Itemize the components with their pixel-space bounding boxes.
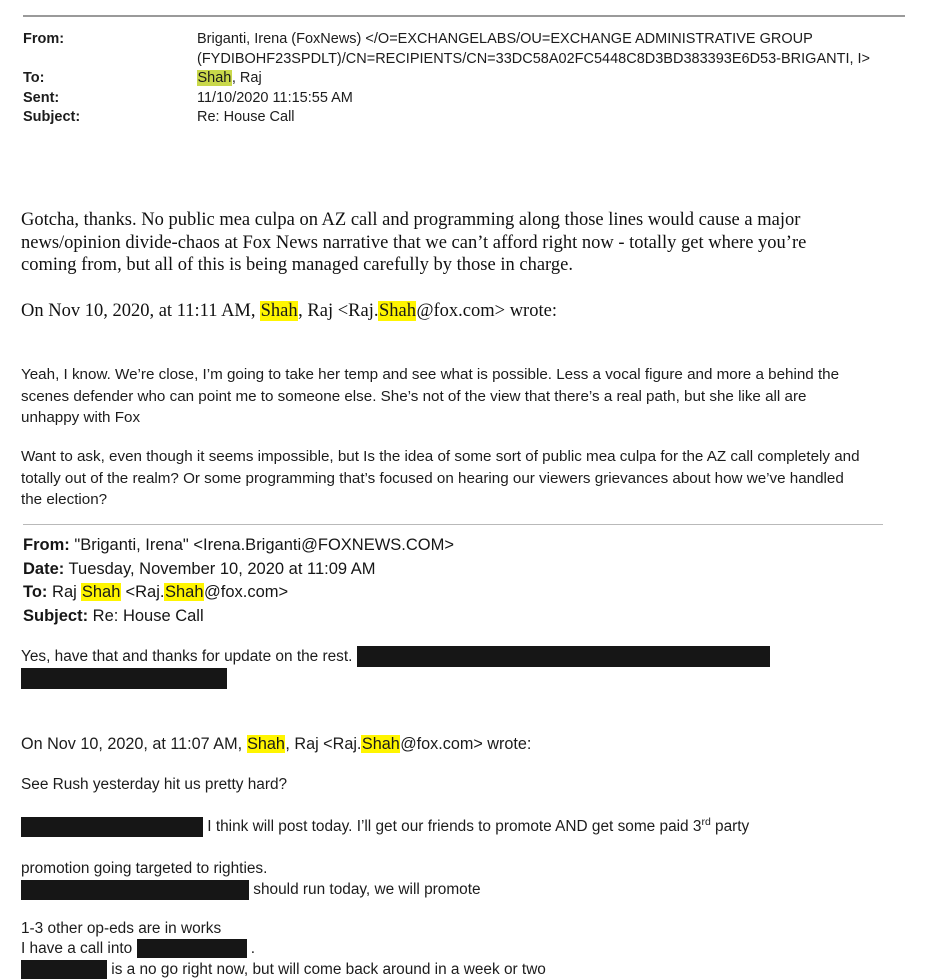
header2-value-date: Tuesday, November 10, 2020 at 11:09 AM	[64, 559, 376, 578]
header-row-sent	[23, 89, 903, 109]
attrib3-pre: On Nov 10, 2020, at 11:07 AM,	[21, 735, 247, 753]
highlight-shah-name-3: Shah	[247, 735, 285, 753]
quoted-paragraph-1: Yeah, I know. We’re close, I’m going to take her temp and see what is possible. Less a vocal figure and more a behind the scenes defender who can point me to someone else. She’s not of the view that there’s a real path, but she like all are unhappy with Fox	[21, 366, 840, 426]
highlight-shah-email: Shah	[378, 300, 416, 321]
header2-to-mid: <Raj.	[120, 583, 165, 602]
highlight-shah-to2-email: Shah	[164, 583, 204, 602]
header2-to-pre: Raj	[47, 583, 82, 602]
redaction-bar-5	[137, 939, 247, 958]
ordinal-suffix: rd	[701, 816, 711, 828]
header-value-to	[197, 69, 903, 89]
redaction-bar-4	[21, 880, 249, 900]
header2-label-to: To:	[23, 583, 48, 602]
header-label-from: From:	[23, 31, 65, 47]
attrib3-post: @fox.com> wrote:	[400, 735, 532, 753]
quoted-line-rush	[21, 774, 901, 796]
header2-value-from: "Briganti, Irena" <Irena.Briganti@FOXNEWS.COM>	[69, 536, 455, 554]
header2-value-subject: Re: House Call	[88, 606, 204, 625]
highlight-shah-to: Shah	[197, 70, 232, 86]
header-label-subject: Subject:	[23, 109, 81, 125]
quote-attribution-1111	[21, 300, 866, 323]
quoted-line-4	[21, 879, 901, 900]
quoted-text-6b: .	[246, 940, 256, 957]
quoted-block-1	[21, 364, 864, 429]
quoted-text-6a: I have a call into	[21, 940, 137, 957]
quoted-text-2a: I think will post today. I’ll get our friends to promote AND get some paid 3	[203, 818, 702, 835]
quoted-line-7	[21, 959, 901, 980]
quoted-line-post-today	[21, 816, 901, 837]
attrib3-line	[21, 733, 901, 755]
quoted-text-rush: See Rush yesterday hit us pretty hard?	[21, 776, 288, 793]
redaction-bar-3	[21, 817, 203, 837]
body2-line-redacted	[21, 668, 901, 690]
quoted-line-6	[21, 938, 901, 959]
redaction-bar-6	[21, 960, 107, 979]
header-row-from	[23, 30, 903, 69]
header2-label-from: From:	[23, 536, 70, 554]
highlight-shah-to2-name: Shah	[81, 583, 121, 602]
attrib3-mid: , Raj <Raj.	[285, 735, 362, 753]
email-body-secondary	[21, 646, 901, 690]
highlight-shah-email-3: Shah	[361, 735, 400, 753]
quote-attribution-1107	[21, 733, 901, 755]
quoted-text-7: is a no go right now, but will come back around in a week or two	[107, 961, 546, 978]
quoted-text-4: should run today, we will promote	[249, 881, 481, 898]
highlight-shah-name: Shah	[260, 300, 298, 321]
redaction-bar-2	[21, 668, 227, 689]
header2-label-date: Date:	[23, 559, 65, 578]
attrib-pre: On Nov 10, 2020, at 11:11 AM,	[21, 300, 261, 321]
header2-label-subject: Subject:	[23, 606, 89, 625]
email-header-secondary	[23, 534, 903, 628]
header2-to-post: @fox.com>	[204, 583, 289, 602]
header2-row-to	[23, 581, 903, 605]
header2-row-date	[23, 558, 903, 582]
attrib-post: @fox.com> wrote:	[416, 300, 557, 321]
quoted-paragraph-2: Want to ask, even though it seems impossible, but Is the idea of some sort of public mea culpa for the AZ call completely and totally out of the realm? Or some programming that’s focused on hearing our viewers grievances about how we’ve handled the election?	[21, 448, 860, 508]
header-row-subject	[23, 108, 903, 128]
header-value-subject: Re: House Call	[197, 109, 295, 125]
body2-line	[21, 646, 901, 668]
header-label-to: To:	[23, 70, 45, 86]
attrib-mid: , Raj <Raj.	[298, 300, 379, 321]
header-divider-top	[23, 15, 905, 17]
header-row-to	[23, 69, 903, 89]
header2-row-subject	[23, 605, 903, 629]
email-body-primary	[21, 209, 866, 322]
body-paragraph-main: Gotcha, thanks. No public mea culpa on AZ call and programming along those lines would cause a major news/opinion divide-chaos at Fox News narrative that we can’t afford right now - totally get where you’re coming from, but all of this is being managed carefully by those in charge.	[21, 210, 807, 275]
header-label-sent: Sent:	[23, 89, 60, 106]
quoted-line-opeds	[21, 918, 901, 939]
quoted-text-5: 1-3 other op-eds are in works	[21, 920, 222, 937]
header-value-sent: 11/10/2020 11:15:55 AM	[197, 89, 353, 106]
header-value-from: Briganti, Irena (FoxNews) </O=EXCHANGELABS/OU=EXCHANGE ADMINISTRATIVE GROUP (FYDIBOHF23SPDLT)/CN=RECIPIENTS/CN=33DC58A02FC5448C8D3BD383393E6D53-BRIGANTI, I>	[197, 31, 871, 67]
quoted-text-2b: party	[710, 818, 750, 835]
body2-text: Yes, have that and thanks for update on the rest.	[21, 648, 357, 665]
section-divider-middle	[23, 524, 883, 525]
redaction-bar-1	[357, 646, 770, 667]
quoted-line-2	[21, 816, 901, 837]
quoted-block-2	[21, 446, 861, 511]
quoted-line-should-run	[21, 879, 901, 900]
header-value-to-rest: , Raj	[231, 70, 262, 86]
email-header-primary	[23, 30, 903, 128]
quoted-text-3: promotion going targeted to righties.	[21, 860, 268, 877]
quoted-line-promotion	[21, 858, 901, 879]
header2-row-from	[23, 534, 903, 558]
